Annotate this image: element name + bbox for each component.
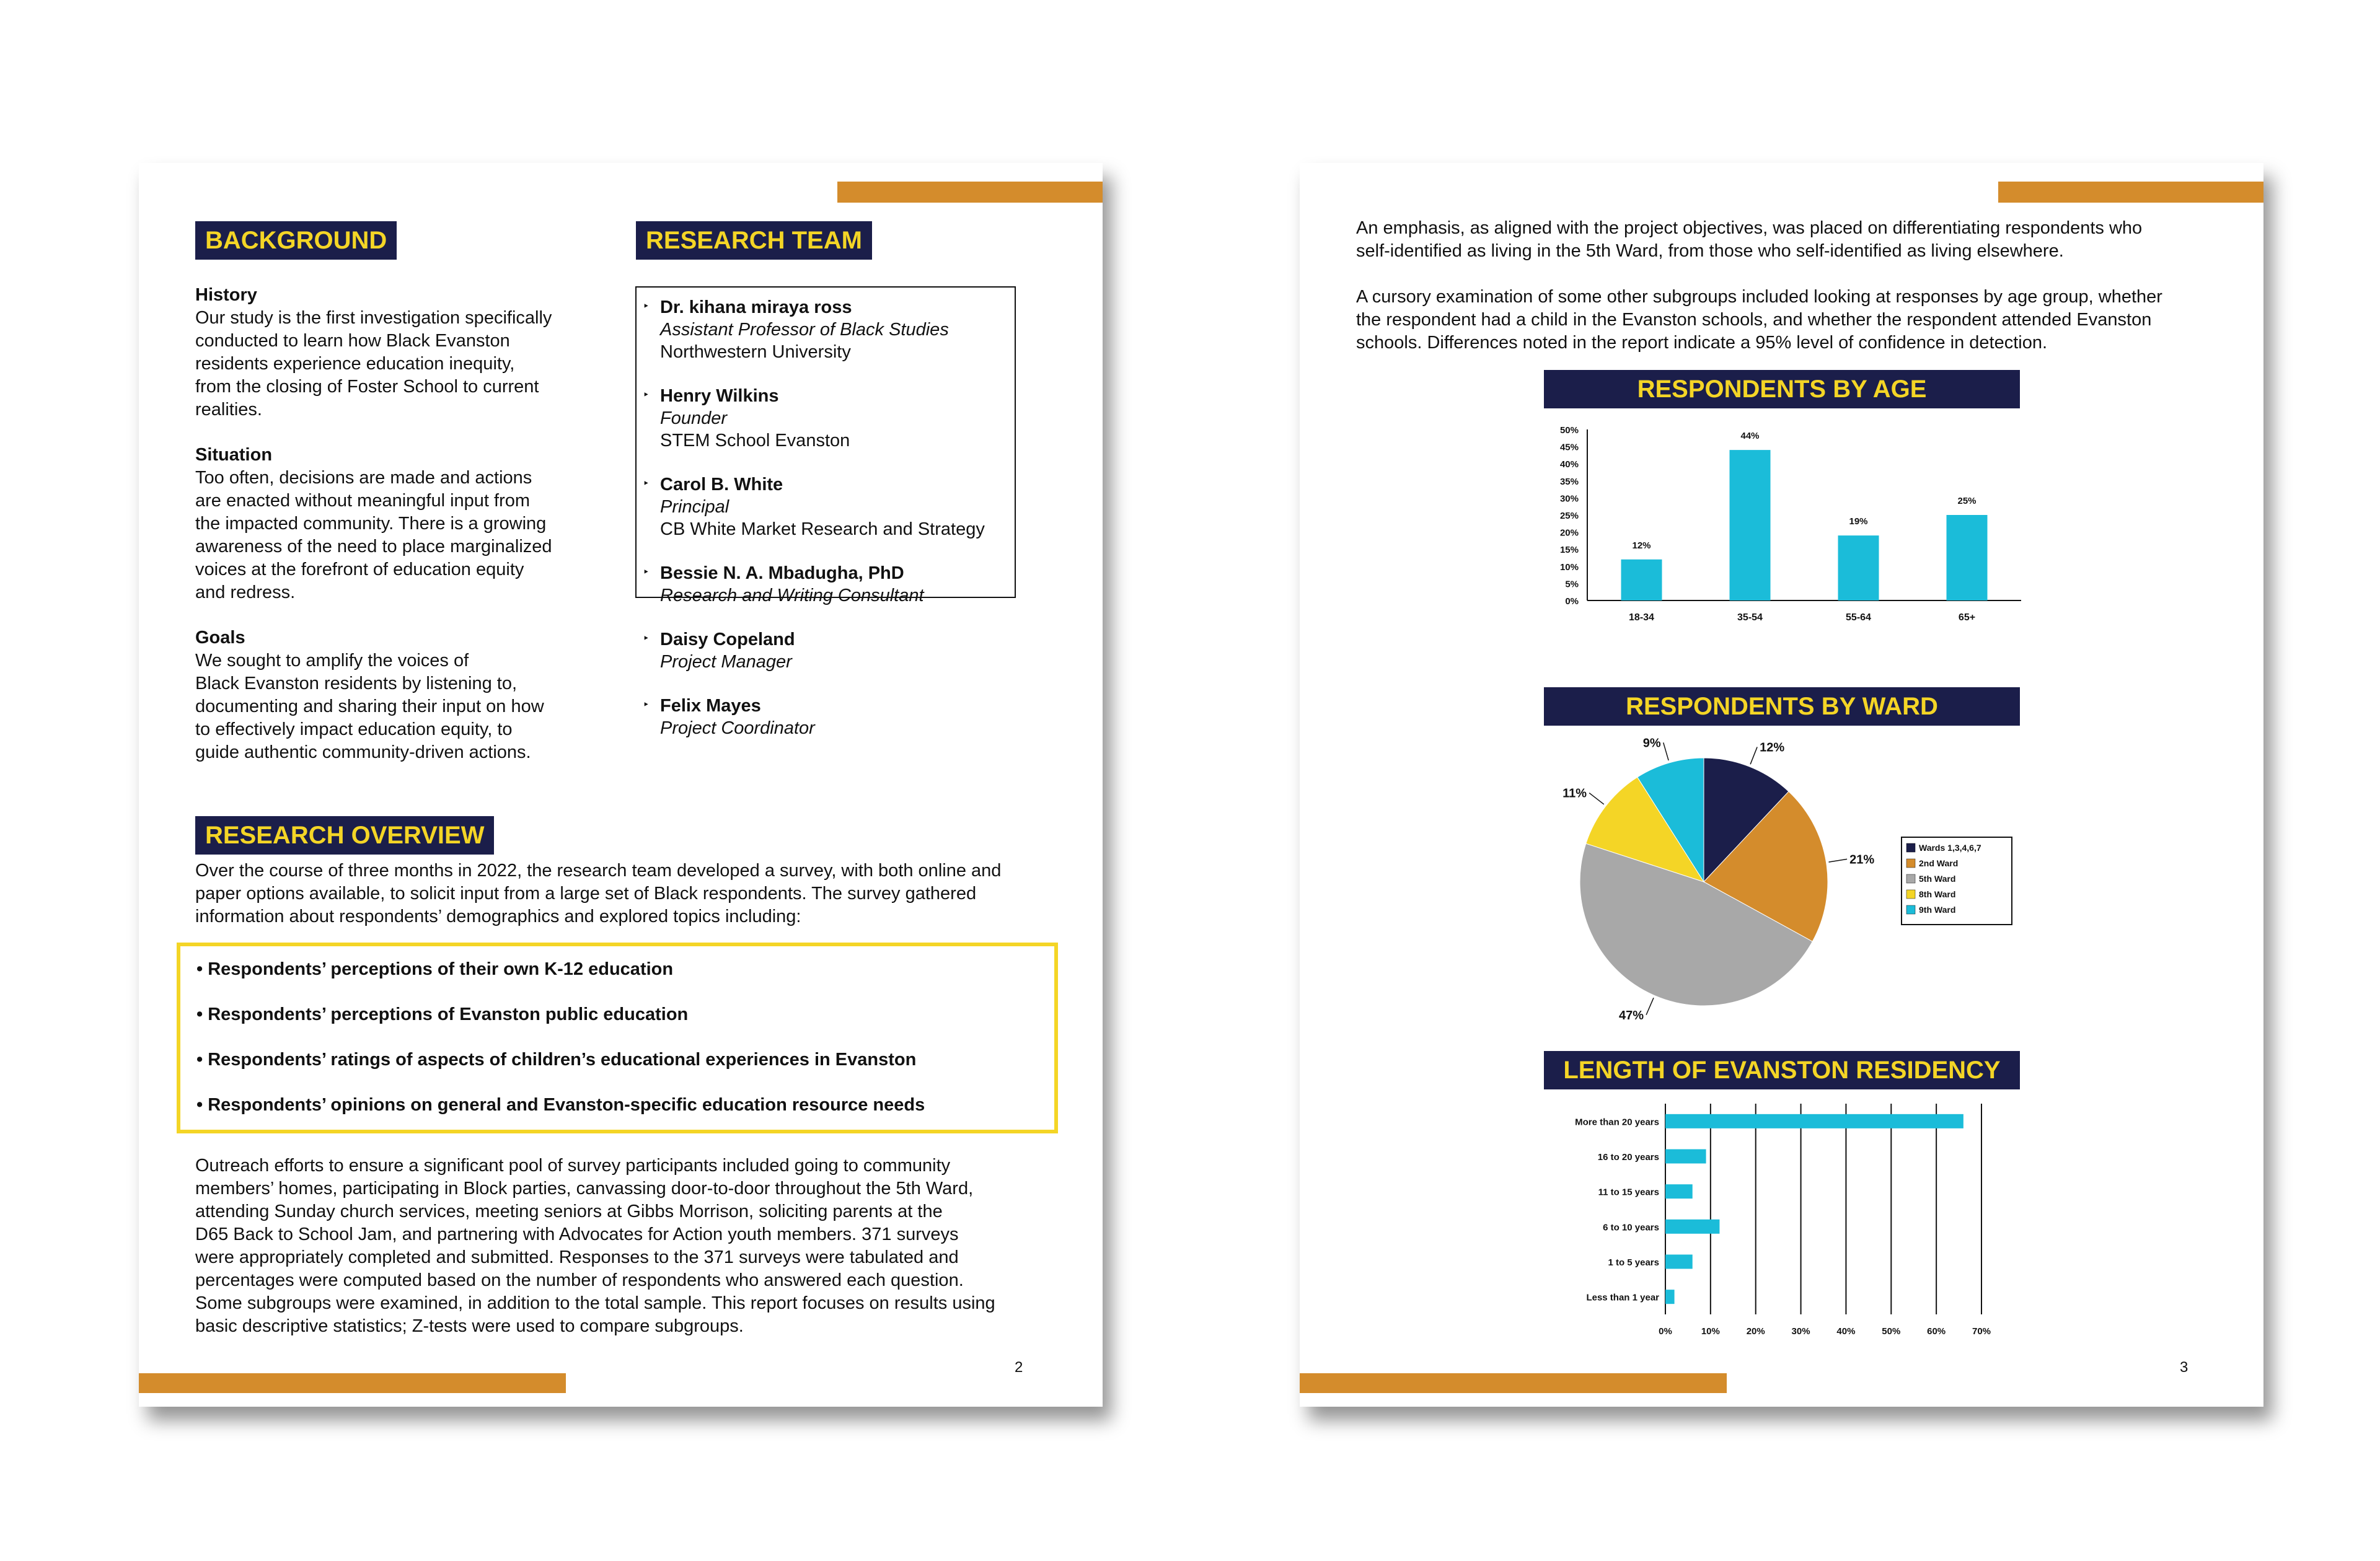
text-line: to effectively impact education equity, to [195,719,513,739]
x-tick-label: 60% [1927,1326,1946,1337]
top-stripe [1998,182,2263,203]
x-tick-label: 55-64 [1846,612,1871,623]
text-line: are enacted without meaningful input from [195,491,531,511]
history-section [195,284,580,421]
x-tick-label: 10% [1701,1326,1720,1337]
topic-item: • Respondents’ perceptions of Evanston public education [196,1005,689,1024]
age-chart-title: RESPONDENTS BY AGE [1544,370,2020,408]
data-label: 44% [1740,431,1760,442]
text-line: Some subgroups were examined, in addition to the total sample. This report focuses on results using [195,1293,995,1313]
slice-label: 11% [1562,786,1587,801]
category-label: More than 20 years [1575,1117,1659,1128]
text-line: from the closing of Foster School to current [195,377,539,397]
text-line: We sought to amplify the voices of [195,651,469,671]
category-label: 6 to 10 years [1603,1222,1659,1233]
goals-section [195,627,580,764]
bar [1621,560,1662,600]
member-name: Dr. kihana miraya ross [660,297,852,317]
team-member [637,628,1008,673]
category-label: 11 to 15 years [1598,1187,1659,1198]
member-name: Daisy Copeland [660,630,795,649]
ward-chart-title: RESPONDENTS BY WARD [1544,687,2020,726]
slice-leader-line [1589,793,1604,804]
slice-leader-line [1664,742,1668,760]
text-line: the impacted community. There is a growing [195,514,547,534]
text-line: guide authentic community-driven actions. [195,742,531,762]
member-name: Henry Wilkins [660,386,779,406]
y-tick-label: 50% [1559,425,1579,436]
member-name: Bessie N. A. Mbadugha, PhD [660,563,904,583]
text-line: the respondent had a child in the Evanston schools, and whether the respondent attended Evanston [1356,310,2152,330]
bullet-icon: ‣ [643,389,650,401]
legend-label: 2nd Ward [1919,858,1959,868]
category-label: 16 to 20 years [1597,1152,1659,1163]
member-role: Project Manager [660,652,792,672]
bar [1947,515,1988,600]
page-number: 2 [1015,1359,1023,1376]
slice-label: 21% [1849,853,1875,867]
text-line: basic descriptive statistics; Z-tests were used to compare subgroups. [195,1316,744,1336]
data-label: 25% [1957,496,1977,506]
text-line: members’ homes, participating in Block parties, canvassing door-to-door throughout the 5th Ward, [195,1179,974,1198]
member-org: CB White Market Research and Strategy [660,519,985,539]
y-tick-label: 10% [1559,561,1579,573]
age-bar-chart [1544,417,2021,622]
text-line: and redress. [195,583,296,602]
y-tick-label: 45% [1559,442,1579,453]
bullet-icon: ‣ [643,698,650,711]
bar [1665,1255,1693,1269]
intro-paragraph-2 [1356,286,2236,354]
legend-swatch [1906,890,1915,899]
intro-paragraph-1 [1356,217,2236,263]
goals-title: Goals [195,628,245,648]
page-2 [139,163,1103,1407]
goals-text [195,649,580,764]
member-role: Principal [660,497,729,517]
x-tick-label: 40% [1836,1326,1856,1337]
text-line: Too often, decisions are made and actions [195,468,532,488]
x-tick-label: 18-34 [1629,612,1654,623]
bar [1665,1114,1963,1128]
text-line: attending Sunday church services, meeting seniors at Gibbs Morrison, soliciting parents at the [195,1202,943,1221]
y-tick-label: 25% [1559,511,1579,521]
bar [1665,1150,1706,1164]
x-tick-label: 35-54 [1737,612,1763,623]
topic-item: • Respondents’ ratings of aspects of children’s educational experiences in Evanston [196,1050,917,1070]
y-tick-label: 20% [1559,527,1579,539]
team-list [637,296,1008,761]
member-role: Founder [660,408,728,428]
x-tick-label: 50% [1882,1326,1901,1337]
research-overview-heading: RESEARCH OVERVIEW [195,816,494,855]
member-name: Carol B. White [660,475,783,495]
text-line: Our study is the first investigation specifically [195,308,552,328]
member-org: STEM School Evanston [660,431,850,451]
text-line: D65 Back to School Jam, and partnering with Advocates for Action youth members. 371 surveys [195,1225,959,1244]
text-line: residents experience education inequity, [195,354,515,374]
y-tick-label: 40% [1559,459,1579,470]
text-line: voices at the forefront of education equity [195,560,524,579]
text-line: awareness of the need to place marginalized [195,537,552,556]
bullet-icon: ‣ [643,632,650,644]
bullet-icon: ‣ [643,477,650,490]
page-number: 3 [2180,1359,2188,1376]
history-title: History [195,285,257,305]
bar [1665,1184,1693,1198]
page-3 [1300,163,2263,1407]
bullet-icon: ‣ [643,566,650,578]
overview-intro [195,860,1051,928]
text-line: A cursory examination of some other subgroups included looking at responses by age group, whether [1356,287,2162,307]
text-line: were appropriately completed and submitted. Responses to the 371 surveys were tabulated and [195,1247,959,1267]
topic-item: • Respondents’ perceptions of their own K-12 education [196,959,674,979]
team-member [637,296,1008,363]
research-team-box [635,286,1016,738]
bar [1730,450,1771,600]
x-tick-label: 65+ [1958,612,1976,623]
x-tick-label: 70% [1972,1326,1991,1337]
member-role: Assistant Professor of Black Studies [660,320,949,340]
legend-label: 8th Ward [1919,889,1956,899]
y-tick-label: 5% [1565,579,1579,590]
member-role: Project Coordinator [660,718,815,738]
member-name: Felix Mayes [660,696,761,716]
text-line: information about respondents’ demographics and explored topics including: [195,907,801,926]
x-tick-label: 0% [1659,1326,1672,1337]
text-line: documenting and sharing their input on how [195,697,544,716]
research-team-heading: RESEARCH TEAM [636,221,872,260]
background-heading: BACKGROUND [195,221,397,260]
y-tick-label: 0% [1565,596,1579,607]
situation-section [195,444,580,604]
legend-label: 5th Ward [1919,874,1956,884]
text-line: percentages were computed based on the number of respondents who answered each question. [195,1270,964,1290]
history-text [195,307,580,421]
bottom-stripe [1300,1373,1727,1393]
text-line: Over the course of three months in 2022, the research team developed a survey, with both online and [195,861,1002,881]
legend-swatch [1906,905,1915,914]
member-org: Northwestern University [660,342,851,362]
residency-bar-chart [1544,1099,2021,1347]
data-label: 19% [1849,516,1868,527]
category-label: 1 to 5 years [1608,1257,1659,1268]
team-member [637,562,1008,607]
text-line: self-identified as living in the 5th Ward, from those who self-identified as living elsewhere. [1356,241,2064,261]
text-line: schools. Differences noted in the report indicate a 95% level of confidence in detection. [1356,333,2048,353]
team-member [637,695,1008,739]
member-role: Research and Writing Consultant [660,586,924,605]
background-sections [195,284,580,764]
team-member [637,385,1008,452]
bar [1665,1290,1675,1304]
legend-label: 9th Ward [1919,905,1956,915]
text-line: An emphasis, as aligned with the project objectives, was placed on differentiating respondents who [1356,218,2143,238]
slice-label: 9% [1642,736,1661,750]
legend-label: Wards 1,3,4,6,7 [1919,843,1981,853]
residency-chart-title: LENGTH OF EVANSTON RESIDENCY [1544,1051,2020,1089]
text-line: Outreach efforts to ensure a significant pool of survey participants included going to community [195,1156,951,1176]
team-member [637,473,1008,540]
bar [1665,1220,1719,1234]
y-tick-label: 15% [1559,545,1579,556]
category-label: Less than 1 year [1586,1292,1659,1303]
legend-swatch [1906,843,1915,852]
x-tick-label: 30% [1791,1326,1810,1337]
slice-leader-line [1646,998,1654,1015]
text-line: paper options available, to solicit input from a large set of Black respondents. The survey gathered [195,884,977,904]
ward-pie-chart [1544,733,2021,1022]
slice-label: 12% [1760,741,1785,755]
text-line: conducted to learn how Black Evanston [195,331,510,351]
x-tick-label: 20% [1746,1326,1765,1337]
text-line: realities. [195,400,262,420]
slice-label: 47% [1619,1008,1644,1022]
y-tick-label: 35% [1559,476,1579,487]
y-tick-label: 30% [1559,493,1579,504]
top-stripe [837,182,1103,203]
topics-box [177,943,1058,1133]
legend-swatch [1906,859,1915,868]
slice-leader-line [1828,859,1847,862]
situation-text [195,467,580,604]
text-line: Black Evanston residents by listening to, [195,674,518,693]
bottom-stripe [139,1373,566,1393]
outreach-text [195,1154,1075,1338]
topic-item: • Respondents’ opinions on general and Evanston-specific education resource needs [196,1095,925,1115]
slice-leader-line [1750,747,1757,764]
bullet-icon: ‣ [643,300,650,312]
bar [1838,535,1879,600]
data-label: 12% [1632,540,1651,551]
legend-swatch [1906,874,1915,883]
situation-title: Situation [195,445,273,465]
